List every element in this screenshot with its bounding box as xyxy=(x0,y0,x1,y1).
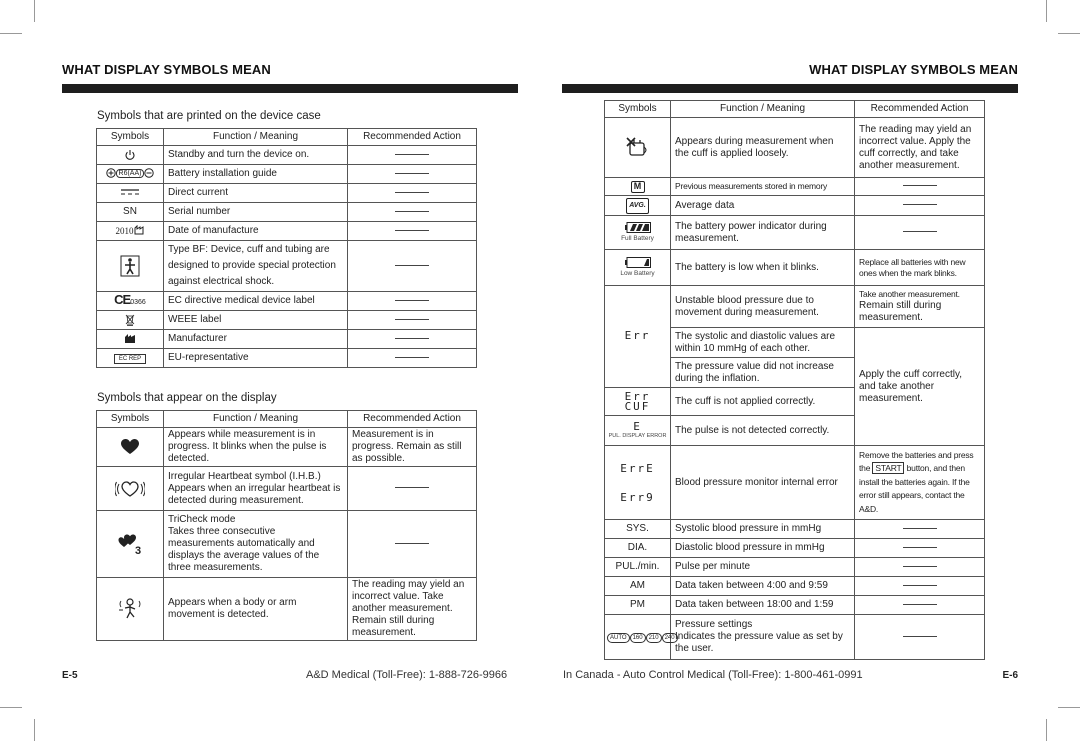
footer-contact: A&D Medical (Toll-Free): 1-888-726-9966 xyxy=(306,669,508,681)
table-row xyxy=(97,511,477,578)
no-action-dash xyxy=(903,585,937,586)
no-action-dash xyxy=(395,319,429,320)
table-row xyxy=(97,349,477,368)
meaning-cell: Serial number xyxy=(164,203,348,222)
meaning-cell: Appears during measurement when the cuff is applied loosely. xyxy=(671,118,855,178)
meaning-cell: Type BF: Device, cuff and tubing are designed to provide special protection against electrical shock. xyxy=(164,241,348,292)
no-action-dash xyxy=(395,211,429,212)
ce-mark-icon: CE0366 xyxy=(114,291,146,307)
meaning-cell: EC directive medical device label xyxy=(164,292,348,311)
irregular-heartbeat-icon xyxy=(115,480,145,498)
crop-mark xyxy=(1058,33,1080,34)
table-row xyxy=(605,539,985,558)
table-row xyxy=(605,178,985,196)
meaning-cell: Standby and turn the device on. xyxy=(164,146,348,165)
error-cuf-symbol xyxy=(607,389,668,413)
action-cell: The reading may yield an incorrect value. Apply the cuff correctly, and take another measurement. xyxy=(855,118,985,178)
meaning-cell: Direct current xyxy=(164,184,348,203)
no-action-dash xyxy=(903,185,937,186)
no-action-dash xyxy=(903,566,937,567)
no-action-dash xyxy=(395,265,429,266)
column-header: Recommended Action xyxy=(348,411,477,428)
no-action-dash xyxy=(395,230,429,231)
meaning-cell: The pulse is not detected correctly. xyxy=(671,416,855,446)
heart-icon xyxy=(121,439,139,455)
meaning-cell: Date of manufacture xyxy=(164,222,348,241)
display-symbols-table xyxy=(96,410,477,641)
type-bf-icon xyxy=(120,255,140,277)
symbol-cell: AM xyxy=(605,577,671,596)
meaning-cell: Appears when a body or arm movement is detected. xyxy=(164,578,348,641)
pressure-pill: 210 xyxy=(646,633,662,643)
page-title: WHAT DISPLAY SYMBOLS MEAN xyxy=(62,62,271,77)
average-icon: AVG. xyxy=(626,198,649,214)
column-header: Function / Meaning xyxy=(671,101,855,118)
internal-error-symbol: ErrE xyxy=(620,461,655,475)
column-header: Function / Meaning xyxy=(164,411,348,428)
memory-icon: M xyxy=(631,181,645,193)
action-text: and then install the batteries again. If the error still appears, contact the A&D. xyxy=(859,463,970,514)
table-row xyxy=(605,558,985,577)
cuf-text: CUF xyxy=(624,399,651,413)
no-action-dash xyxy=(395,357,429,358)
meaning-cell: Takes three consecutive measurements automatically and displays the average values of the three measurements. xyxy=(168,526,320,573)
direct-current-icon xyxy=(121,188,139,196)
meaning-cell: Blood pressure monitor internal error xyxy=(671,446,855,520)
column-header: Recommended Action xyxy=(855,101,985,118)
meaning-cell: WEEE label xyxy=(164,311,348,330)
column-header: Symbols xyxy=(605,101,671,118)
crop-mark xyxy=(0,33,22,34)
notified-body-number: 0366 xyxy=(130,298,146,306)
full-battery-icon xyxy=(625,222,651,233)
no-action-dash xyxy=(395,154,429,155)
action-cell: The reading may yield an incorrect value. Take another measurement. Remain still during measurement. xyxy=(348,578,477,641)
battery-install-icon xyxy=(106,167,155,180)
meaning-cell: Manufacturer xyxy=(164,330,348,349)
meaning-cell: The cuff is not applied correctly. xyxy=(671,388,855,416)
internal-error-symbol: Err9 xyxy=(620,490,655,504)
display-symbols-table-continued xyxy=(604,100,985,660)
battery-label: R6(AA) xyxy=(116,169,145,178)
table-header-row xyxy=(97,129,477,146)
table-row xyxy=(605,250,985,286)
page-number: E-6 xyxy=(1002,670,1018,681)
meaning-cell: Unstable blood pressure due to movement during measurement. xyxy=(671,286,855,328)
no-action-dash xyxy=(903,604,937,605)
meaning-cell: The battery power indicator during measurement. xyxy=(671,216,855,250)
cuff-check-icon xyxy=(626,136,650,160)
table-header-row xyxy=(605,101,985,118)
header-rule xyxy=(62,84,518,93)
no-action-dash xyxy=(903,528,937,529)
column-header: Function / Meaning xyxy=(164,129,348,146)
crop-mark xyxy=(34,0,35,22)
table-row xyxy=(97,330,477,349)
meaning-cell: Indicates the pressure value as set by the user. xyxy=(675,631,843,654)
no-action-dash xyxy=(903,204,937,205)
table-header-row xyxy=(97,411,477,428)
err-text: Err xyxy=(624,389,651,403)
pressure-pill: 240 xyxy=(662,633,678,643)
page-number: E-5 xyxy=(62,670,78,681)
meaning-cell: Appears while measurement is in progress. It blinks when the pulse is detected. xyxy=(164,428,348,467)
table-row xyxy=(605,286,985,328)
table-row xyxy=(605,196,985,216)
table-row xyxy=(605,118,985,178)
meaning-title: Pressure settings xyxy=(675,619,753,630)
battery-caption: Full Battery xyxy=(621,234,654,242)
action-cell: Apply the cuff correctly, and take another measurement. xyxy=(855,328,985,446)
table-row xyxy=(97,146,477,165)
action-text: Remove the batteries and press the xyxy=(859,449,974,474)
no-action-dash xyxy=(395,192,429,193)
pressure-settings-symbol xyxy=(607,631,678,642)
no-action-dash xyxy=(903,636,937,637)
table-row xyxy=(97,428,477,467)
action-cell: Remain still during measurement. xyxy=(859,300,942,323)
crop-mark xyxy=(0,707,22,708)
no-action-dash xyxy=(395,487,429,488)
meaning-cell: Battery installation guide xyxy=(164,165,348,184)
action-cell: Measurement is in progress. Remain as still as possible. xyxy=(348,428,477,467)
low-battery-icon xyxy=(625,257,651,268)
table-row xyxy=(605,216,985,250)
pressure-pill: AUTO xyxy=(607,633,630,643)
crop-mark xyxy=(1046,719,1047,741)
action-text: button, xyxy=(906,463,932,474)
meaning-cell: The battery is low when it blinks. xyxy=(671,250,855,286)
section-title: Symbols that appear on the display xyxy=(97,392,277,404)
device-symbols-table xyxy=(96,128,477,368)
battery-caption: Low Battery xyxy=(620,269,655,277)
crop-mark xyxy=(34,719,35,741)
column-header: Recommended Action xyxy=(348,129,477,146)
symbol-cell: DIA. xyxy=(605,539,671,558)
no-action-dash xyxy=(395,300,429,301)
meaning-cell: Pulse per minute xyxy=(671,558,855,577)
table-row xyxy=(97,578,477,641)
body-movement-icon xyxy=(117,597,143,621)
table-row xyxy=(605,520,985,539)
table-row xyxy=(97,222,477,241)
crop-mark xyxy=(1046,0,1047,22)
footer-contact: In Canada - Auto Control Medical (Toll-Free): 1-800-461-0991 xyxy=(563,669,863,681)
column-header: Symbols xyxy=(97,411,164,428)
symbol-cell: SN xyxy=(97,203,164,222)
column-header: Symbols xyxy=(97,129,164,146)
no-action-dash xyxy=(395,173,429,174)
table-row xyxy=(605,615,985,660)
date-of-manufacture-icon xyxy=(116,226,145,236)
meaning-cell: Previous measurements stored in memory xyxy=(671,178,855,196)
table-row xyxy=(97,292,477,311)
meaning-cell: Data taken between 18:00 and 1:59 xyxy=(671,596,855,615)
no-action-dash xyxy=(395,543,429,544)
table-row xyxy=(97,311,477,330)
error-display-symbol: Err xyxy=(624,329,651,342)
meaning-cell: Data taken between 4:00 and 9:59 xyxy=(671,577,855,596)
pulse-error-caption: PUL. DISPLAY ERROR xyxy=(608,433,667,439)
power-icon xyxy=(124,149,136,161)
pressure-pill: 160 xyxy=(630,633,646,643)
action-title: Take another measurement. xyxy=(859,289,960,299)
table-row xyxy=(97,184,477,203)
ec-rep-icon: EC REP xyxy=(114,354,146,364)
svg-text:3: 3 xyxy=(135,545,142,555)
meaning-cell: Appears when an irregular heartbeat is detected during measurement. xyxy=(168,482,341,506)
symbol-cell: PM xyxy=(605,596,671,615)
start-button-label: START xyxy=(872,462,904,474)
meaning-title: Irregular Heartbeat symbol (I.H.B.) xyxy=(168,470,321,482)
table-row xyxy=(97,241,477,292)
table-row xyxy=(605,446,985,520)
meaning-cell: EU-representative xyxy=(164,349,348,368)
year-label: 2010 xyxy=(115,225,134,236)
section-title: Symbols that are printed on the device case xyxy=(97,110,321,122)
action-cell: Replace all batteries with new ones when the mark blinks. xyxy=(855,250,985,286)
meaning-cell: Systolic blood pressure in mmHg xyxy=(671,520,855,539)
manufacturer-icon xyxy=(124,333,136,344)
symbol-cell: SYS. xyxy=(605,520,671,539)
table-row xyxy=(605,577,985,596)
table-row xyxy=(97,203,477,222)
weee-icon xyxy=(125,314,135,326)
pulse-error-symbol: E xyxy=(633,420,642,433)
table-row xyxy=(97,467,477,511)
no-action-dash xyxy=(903,547,937,548)
meaning-title: TriCheck mode xyxy=(168,514,236,525)
crop-mark xyxy=(1058,707,1080,708)
meaning-cell: Diastolic blood pressure in mmHg xyxy=(671,539,855,558)
table-row xyxy=(97,165,477,184)
meaning-cell: Average data xyxy=(671,196,855,216)
no-action-dash xyxy=(395,338,429,339)
header-rule xyxy=(562,84,1018,93)
tricheck-icon xyxy=(117,533,143,555)
no-action-dash xyxy=(903,231,937,232)
table-row xyxy=(605,596,985,615)
page-title: WHAT DISPLAY SYMBOLS MEAN xyxy=(809,62,1018,77)
symbol-cell: PUL./min. xyxy=(605,558,671,577)
meaning-cell: The pressure value did not increase during the inflation. xyxy=(671,358,855,388)
meaning-cell: The systolic and diastolic values are within 10 mmHg of each other. xyxy=(671,328,855,358)
